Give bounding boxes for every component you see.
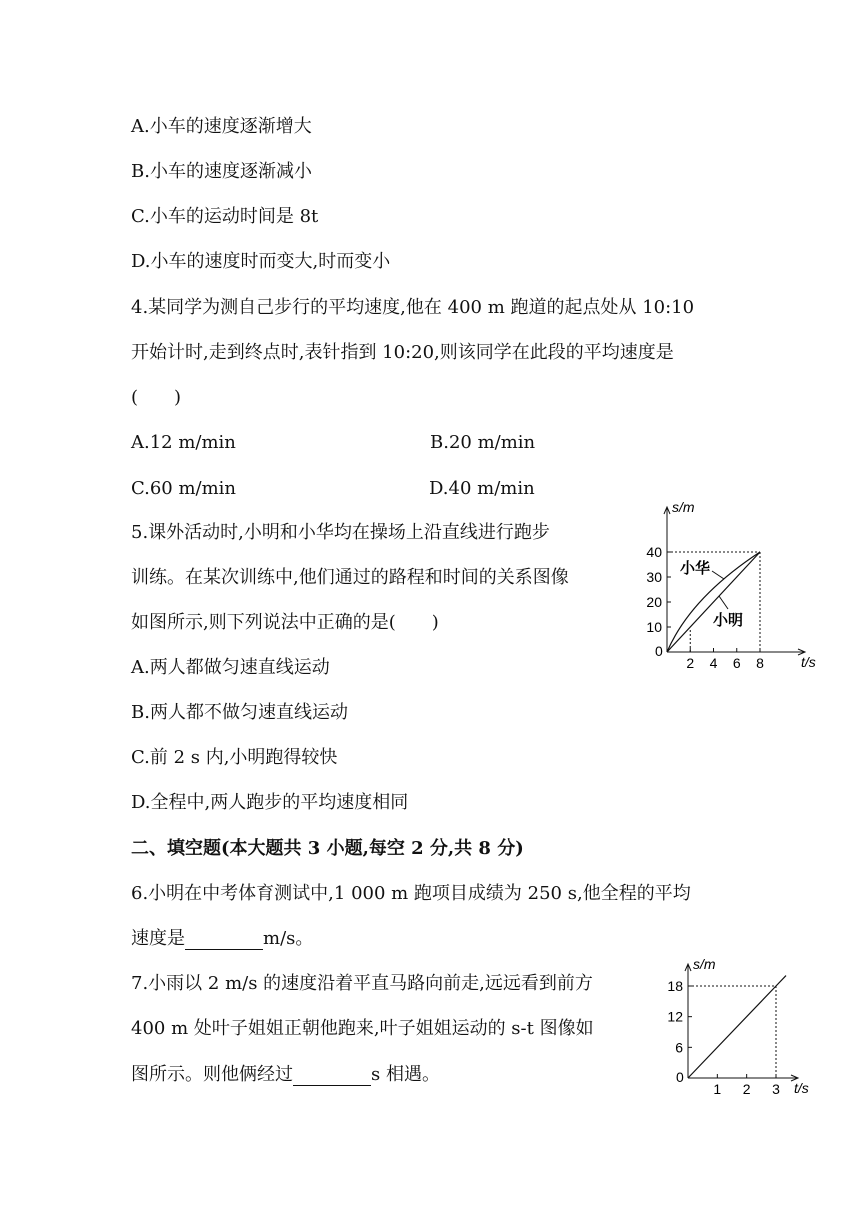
x-tick-label: 1 — [713, 1081, 722, 1097]
q4-option-b: B.20 m/min — [430, 432, 536, 453]
q4-stem-line3: ( ) — [131, 387, 182, 408]
q4-stem-line1: 4.某同学为测自己步行的平均速度,他在 400 m 跑道的起点处从 10:10 — [131, 297, 695, 318]
x-tick-label: 2 — [686, 655, 695, 671]
y-tick-label: 6 — [675, 1039, 683, 1056]
y-axis-label: s/m — [672, 499, 695, 515]
series-label-0: 小华 — [680, 560, 711, 577]
q3-option-b: B.小车的速度逐渐减小 — [131, 161, 312, 182]
y-tick-label: 12 — [667, 1008, 683, 1025]
q7-line1: 7.小雨以 2 m/s 的速度沿着平直马路向前走,远远看到前方 — [131, 973, 593, 994]
origin-label: 0 — [655, 643, 663, 659]
q7-text-before: 图所示。则他俩经过 — [131, 1064, 293, 1085]
q5-option-b: B.两人都不做匀速直线运动 — [131, 702, 348, 723]
x-axis-label: t/s — [801, 654, 816, 670]
y-tick-label: 18 — [667, 978, 683, 994]
q3-option-a: A.小车的速度逐渐增大 — [131, 116, 312, 137]
q6-line2 — [131, 928, 313, 950]
q5-option-d: D.全程中,两人跑步的平均速度相同 — [131, 792, 409, 813]
q4-option-c: C.60 m/min — [131, 478, 237, 499]
series-leader-0 — [712, 571, 724, 579]
x-tick-label: 3 — [772, 1081, 780, 1097]
q6-line1: 6.小明在中考体育测试中,1 000 m 跑项目成绩为 250 s,他全程的平均 — [131, 883, 691, 904]
y-axis-label: s/m — [693, 956, 716, 972]
y-tick-label: 20 — [646, 594, 662, 610]
x-tick-label: 8 — [756, 655, 764, 671]
q7-st-graph — [650, 958, 820, 1103]
origin-label: 0 — [676, 1069, 684, 1085]
x-axis-label: t/s — [794, 1080, 809, 1096]
q5-stem-line2: 训练。在某次训练中,他们通过的路程和时间的关系图像 — [131, 567, 569, 588]
x-tick-label: 2 — [742, 1081, 751, 1097]
series-line-0 — [688, 976, 786, 1078]
y-tick-label: 30 — [646, 569, 662, 585]
q4-stem-line2: 开始计时,走到终点时,表针指到 10:20,则该同学在此段的平均速度是 — [131, 342, 674, 363]
q6-text-before: 速度是 — [131, 928, 185, 949]
q4-option-a: A.12 m/min — [131, 432, 236, 453]
q3-option-d: D.小车的速度时而变大,时而变小 — [131, 251, 391, 272]
q5-stem-line1: 5.课外活动时,小明和小华均在操场上沿直线进行跑步 — [131, 522, 550, 543]
series-label-1: 小明 — [713, 612, 744, 629]
q5-option-c: C.前 2 s 内,小明跑得较快 — [131, 747, 338, 768]
q4-option-d: D.40 m/min — [429, 478, 535, 499]
section-heading: 二、填空题(本大题共 3 小题,每空 2 分,共 8 分) — [131, 838, 524, 859]
q6-answer-blank[interactable] — [185, 931, 263, 950]
q6-text-after: m/s。 — [263, 928, 314, 949]
q7-line3 — [131, 1064, 440, 1086]
series-leader-1 — [719, 596, 728, 609]
x-tick-label: 4 — [709, 655, 718, 671]
q5-stem-line3: 如图所示,则下列说法中正确的是( ) — [131, 612, 439, 633]
q7-line2: 400 m 处叶子姐姐正朝他跑来,叶子姐姐运动的 s-t 图像如 — [131, 1018, 594, 1039]
q7-answer-blank[interactable] — [293, 1067, 371, 1086]
y-tick-label: 10 — [646, 619, 662, 635]
q7-text-after: s 相遇。 — [371, 1064, 440, 1085]
x-tick-label: 6 — [732, 655, 741, 671]
q5-option-a: A.两人都做匀速直线运动 — [131, 657, 330, 678]
y-tick-label: 40 — [646, 544, 662, 560]
q3-option-c: C.小车的运动时间是 8t — [131, 206, 319, 227]
q5-st-graph — [640, 499, 840, 675]
